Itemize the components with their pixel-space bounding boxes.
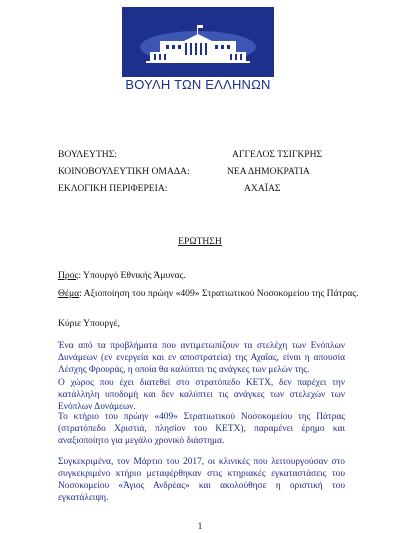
recipient-label: Προς — [58, 270, 79, 281]
mp-label: ΒΟΥΛΕΥΤΗΣ: — [58, 149, 117, 160]
recipient-text: : Υπουργό Εθνικής Άμυνας. — [78, 270, 186, 281]
recipient-line — [58, 270, 186, 281]
mp-value: ΑΓΓΕΛΟΣ ΤΣΙΓΚΡΗΣ — [232, 149, 323, 160]
salutation: Κύριε Υπουργέ, — [58, 318, 120, 329]
body-paragraph: Συγκεκριμένα, τον Μάρτιο του 2017, οι κλινικές που λειτουργούσαν στο συγκεκριμένο κτήριο μεταφέρθηκαν στις κτηριακές εγκαταστάσεις του Νοσοκομείου «Άγιος Ανδρέας» και ακολούθησε η οριστική του εγκατάλειψη. — [58, 457, 345, 503]
subject-label: Θέμα — [58, 288, 80, 299]
constituency-label: ΕΚΛΟΓΙΚΗ ΠΕΡΙΦΕΡΕΙΑ: — [58, 183, 168, 194]
body-paragraph: Το κτήριο του πρώην «409» Στρατιωτικού Νοσοκομείου της Πάτρας (στρατόπεδο Χριστιά, πλησίον του ΚΕΤΧ), παραμένει έρημο και αναξιοποίητο για μεγάλο χρονικό διάστημα. — [58, 412, 345, 446]
subject-text: : Αξιοποίηση του πρώην «409» Στρατιωτικού Νοσοκομείου της Πάτρας. — [79, 288, 359, 299]
document-title: ΕΡΩΤΗΣΗ — [178, 236, 222, 247]
party-value: ΝΕΑ ΔΗΜΟΚΡΑΤΙΑ — [227, 166, 310, 177]
page-number: 1 — [197, 521, 203, 531]
subject-line — [58, 288, 359, 299]
constituency-value: ΑΧΑΪΑΣ — [244, 183, 281, 194]
parliament-building-icon — [122, 7, 274, 79]
body-paragraph: Ο χώρος που έχει διατεθεί στο στρατόπεδο ΚΕΤΧ, δεν παρέχει την κατάλληλη υποδομή και δεν καλύπτει τις ανάγκες των στελεχών των Ενόπλων Δυνάμεων. — [58, 378, 345, 412]
body-paragraph: Ένα από τα προβλήματα που αντιμετωπίζουν τα στελέχη των Ενόπλων Δυνάμεων (εν ενεργεία και εν αποστρατεία) της Αχαΐας, είναι η απουσία Λέσχης Φρουράς, η οποία θα καλύπτει τις ανάγκες των μελών της. — [58, 341, 345, 375]
party-label: ΚΟΙΝΟΒΟΥΛΕΥΤΙΚΗ ΟΜΑΔΑ: — [58, 166, 190, 177]
parliament-logo-text: ΒΟΥΛΗ ΤΩΝ ΕΛΛΗΝΩΝ — [125, 77, 271, 92]
